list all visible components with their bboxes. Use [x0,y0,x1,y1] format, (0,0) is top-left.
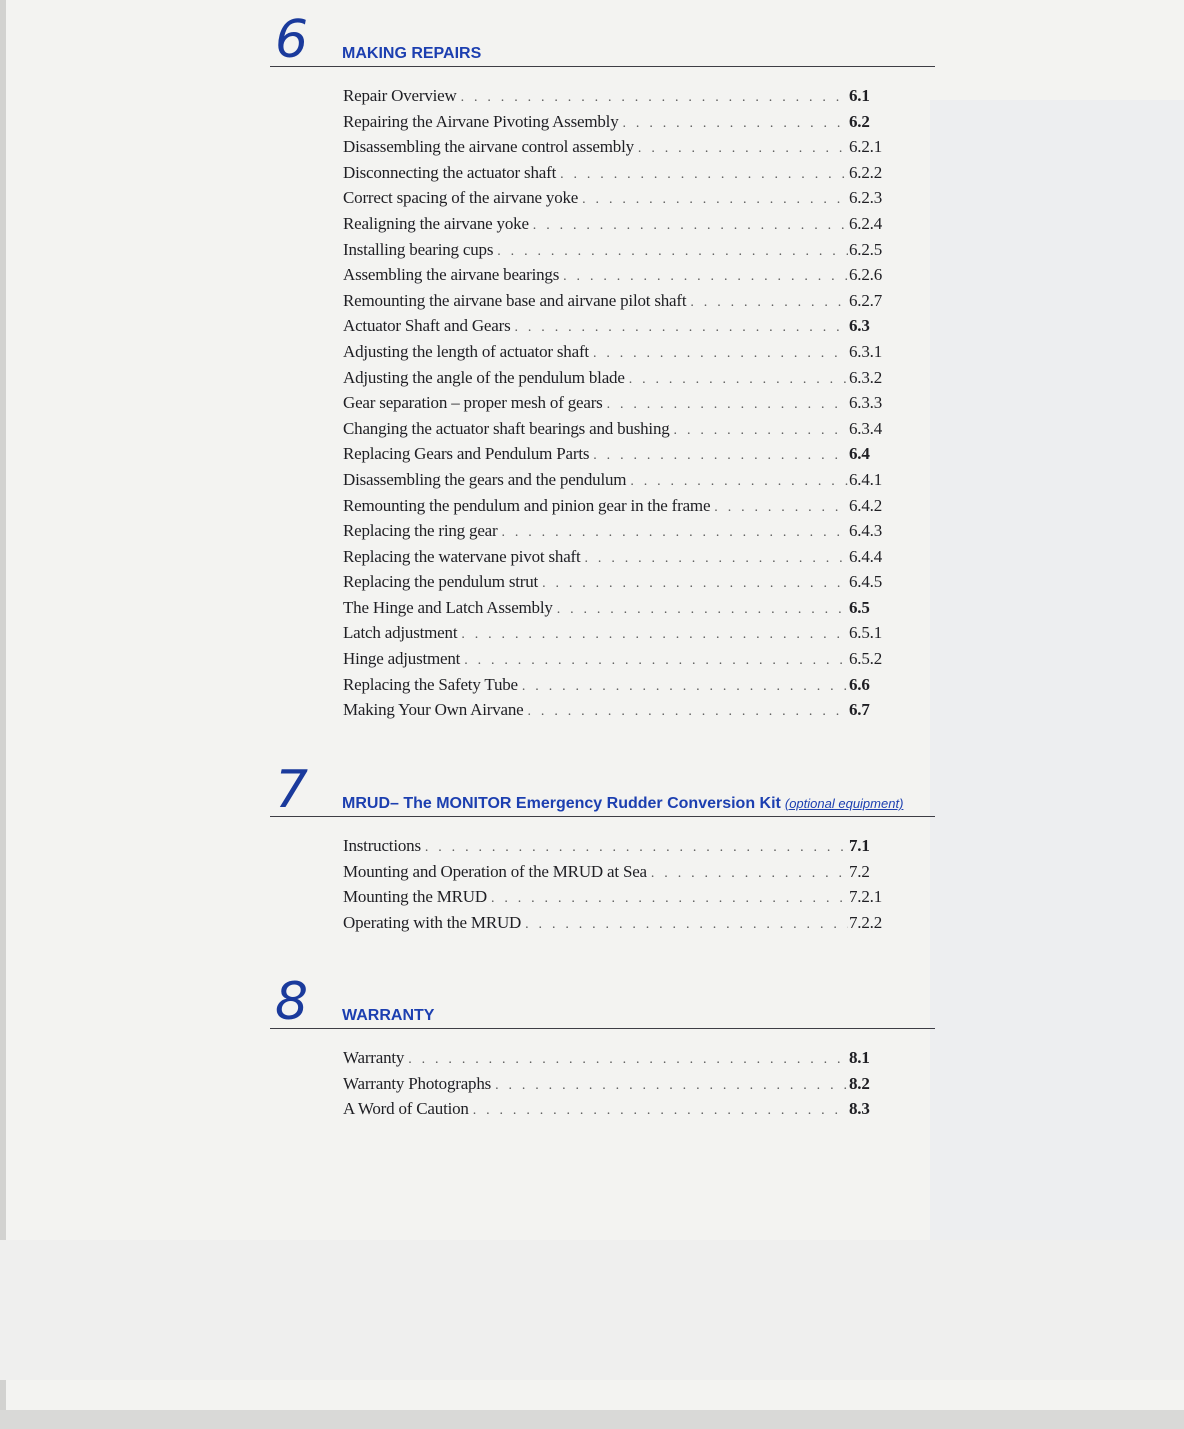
toc-entry-page: 6.3.3 [849,393,883,413]
toc-entry[interactable] [343,1048,885,1074]
toc-leader-dots [501,525,848,541]
toc-entry-title: Actuator Shaft and Gears [343,316,511,336]
toc-leader-dots [690,295,848,311]
toc-entry[interactable] [343,214,885,240]
toc-leader-dots [528,704,848,720]
toc-entry[interactable] [343,547,885,573]
toc-entry-page: 6.2.3 [849,188,883,208]
toc-entry-title: Hinge adjustment [343,649,461,669]
section-title [342,1007,434,1025]
section-title-text: MRUD– The MONITOR Emergency Rudder Conversion Kit [342,795,781,812]
toc-entry-page: 7.1 [849,836,870,855]
toc-entry-page: 6.4.2 [849,495,883,515]
bleed-through-band [0,1240,1184,1380]
toc-entry-title: Replacing the Safety Tube [343,674,518,694]
toc-entry-title: Mounting and Operation of the MRUD at Sea [343,861,647,881]
toc-entry-title: Adjusting the length of actuator shaft [343,341,589,361]
toc-entry[interactable] [343,675,885,701]
toc-entry[interactable] [343,700,885,726]
toc-entry-page: 6.5.1 [849,623,883,643]
section-8 [270,972,935,1119]
toc-entry-title: Installing bearing cups [343,239,494,259]
toc-leader-dots [533,218,848,234]
toc-entry-page: 6.5 [849,597,870,617]
toc-leader-dots [464,653,848,669]
toc-entry-title: Gear separation – proper mesh of gears [343,393,603,413]
toc-entry[interactable] [343,291,885,317]
toc-entry-title: Replacing the watervane pivot shaft [343,546,581,566]
toc-entry-page: 8.2 [849,1073,870,1093]
toc-entry[interactable] [343,913,885,939]
section-title-text: WARRANTY [342,1007,435,1024]
toc-entry-title: Changing the actuator shaft bearings and bushing [343,418,670,438]
section-header [270,10,935,70]
toc-leader-dots [557,602,848,618]
toc-entry-page: 6.4 [849,444,870,464]
toc-entry-title: Disassembling the airvane control assembly [343,137,634,157]
toc-entry-page: 6.2.4 [849,213,883,233]
toc-leader-dots [497,244,848,260]
toc-leader-dots [651,866,848,882]
section-title [342,795,903,813]
toc-entry-page: 7.2 [849,861,870,881]
toc-entry-title: Adjusting the angle of the pendulum blade [343,367,625,387]
toc-entry-title: Operating with the MRUD [343,912,522,932]
toc-leader-dots [408,1052,848,1068]
section-number: 7 [275,760,309,820]
toc-entry-title: Repair Overview [343,86,457,105]
toc-entry-page: 8.3 [849,1099,870,1119]
toc-entry-title: Replacing the ring gear [343,521,498,541]
toc-entry-page: 6.6 [849,674,870,694]
toc-entry-page: 6.4.5 [849,572,883,592]
toc-entry[interactable] [343,188,885,214]
section-header [270,972,935,1032]
toc-leader-dots [593,346,848,362]
toc-entry[interactable] [343,1074,885,1100]
toc-entry-page: 6.3.1 [849,341,883,361]
toc-entry-title: Warranty Photographs [343,1073,492,1093]
toc-entry[interactable] [343,265,885,291]
toc-leader-dots [607,397,848,413]
toc-leader-dots [525,917,848,933]
section-number: 6 [275,10,309,70]
toc-leader-dots [491,891,848,907]
toc-leader-dots [461,627,848,643]
toc-entry-title: Mounting the MRUD [343,887,487,907]
toc-leader-dots [585,551,848,567]
toc-leader-dots [674,423,848,439]
page-bottom-edge [0,1410,1184,1429]
toc-entry-title: Realigning the airvane yoke [343,213,529,233]
toc-entry[interactable] [343,470,885,496]
toc-entry-title: Disconnecting the actuator shaft [343,162,557,182]
toc-entry[interactable] [343,86,885,112]
toc-entry[interactable] [343,112,885,138]
toc-entry-page: 7.2.2 [849,912,883,932]
toc-entry-title: Instructions [343,836,421,855]
toc-entry[interactable] [343,163,885,189]
toc-entry-title: Replacing Gears and Pendulum Parts [343,444,590,464]
toc-entry[interactable] [343,521,885,547]
toc-entry-page: 6.2.1 [849,137,883,157]
toc-entry-page: 6.2.5 [849,239,883,259]
toc-entry[interactable] [343,137,885,163]
toc-entry-title: Assembling the airvane bearings [343,265,560,285]
toc-entry-page: 8.1 [849,1048,870,1067]
toc-entry-title: The Hinge and Latch Assembly [343,597,553,617]
toc-entry[interactable] [343,649,885,675]
toc-entry-title: Replacing the pendulum strut [343,572,539,592]
toc-entry-page: 6.2.6 [849,265,883,285]
toc-leader-dots [515,320,849,336]
toc-list [343,1048,885,1125]
toc-entry-page: 6.3 [849,316,870,336]
toc-leader-dots [638,141,848,157]
toc-entry-page: 6.4.4 [849,546,883,566]
toc-leader-dots [473,1103,848,1119]
toc-entry-page: 6.4.1 [849,469,883,489]
section-optional-note: (optional equipment) [784,796,904,811]
toc-entry-page: 6.1 [849,86,870,105]
toc-entry-page: 7.2.1 [849,887,883,907]
toc-entry-title: Repairing the Airvane Pivoting Assembly [343,111,619,131]
toc-entry[interactable] [343,240,885,266]
section-title [342,45,481,63]
toc-entry-title: Making Your Own Airvane [343,700,524,720]
toc-entry-page: 6.3.2 [849,367,883,387]
toc-entry[interactable] [343,342,885,368]
toc-entry-page: 6.4.3 [849,521,883,541]
section-number: 8 [275,972,309,1032]
toc-leader-dots [542,576,848,592]
toc-list [343,86,885,726]
bleed-through-panel [930,100,1184,1240]
toc-list [343,836,885,938]
toc-entry[interactable] [343,1099,885,1125]
toc-entry[interactable] [343,444,885,470]
toc-entry[interactable] [343,836,885,862]
toc-entry-title: Warranty [343,1048,405,1067]
toc-entry-title: Remounting the pendulum and pinion gear in the frame [343,495,711,515]
toc-entry-title: Disassembling the gears and the pendulum [343,469,627,489]
toc-leader-dots [425,840,848,856]
toc-entry[interactable] [343,598,885,624]
toc-leader-dots [582,192,848,208]
toc-entry[interactable] [343,393,885,419]
toc-entry[interactable] [343,887,885,913]
toc-leader-dots [560,167,848,183]
toc-entry[interactable] [343,419,885,445]
toc-leader-dots [629,372,848,388]
section-header [270,760,935,820]
toc-entry[interactable] [343,368,885,394]
toc-entry[interactable] [343,862,885,888]
toc-leader-dots [461,90,848,106]
toc-entry[interactable] [343,572,885,598]
toc-leader-dots [522,679,848,695]
toc-entry-title: Remounting the airvane base and airvane pilot shaft [343,290,687,310]
toc-leader-dots [593,448,848,464]
toc-entry-page: 6.2 [849,111,870,131]
toc-entry[interactable] [343,316,885,342]
section-6 [270,10,935,720]
toc-entry-page: 6.2.2 [849,162,883,182]
toc-entry[interactable] [343,623,885,649]
toc-entry-page: 6.7 [849,700,870,720]
toc-leader-dots [630,474,848,490]
toc-leader-dots [495,1078,848,1094]
toc-leader-dots [714,500,848,516]
toc-entry[interactable] [343,496,885,522]
page-left-edge [0,0,6,1429]
toc-leader-dots [623,116,848,132]
toc-entry-page: 6.5.2 [849,649,883,669]
toc-entry-title: Latch adjustment [343,623,458,643]
toc-entry-title: Correct spacing of the airvane yoke [343,188,579,208]
toc-entry-title: A Word of Caution [343,1099,469,1119]
toc-entry-page: 6.2.7 [849,290,883,310]
section-7 [270,760,935,932]
section-title-text: MAKING REPAIRS [342,45,482,62]
toc-entry-page: 6.3.4 [849,418,883,438]
toc-leader-dots [563,269,848,285]
